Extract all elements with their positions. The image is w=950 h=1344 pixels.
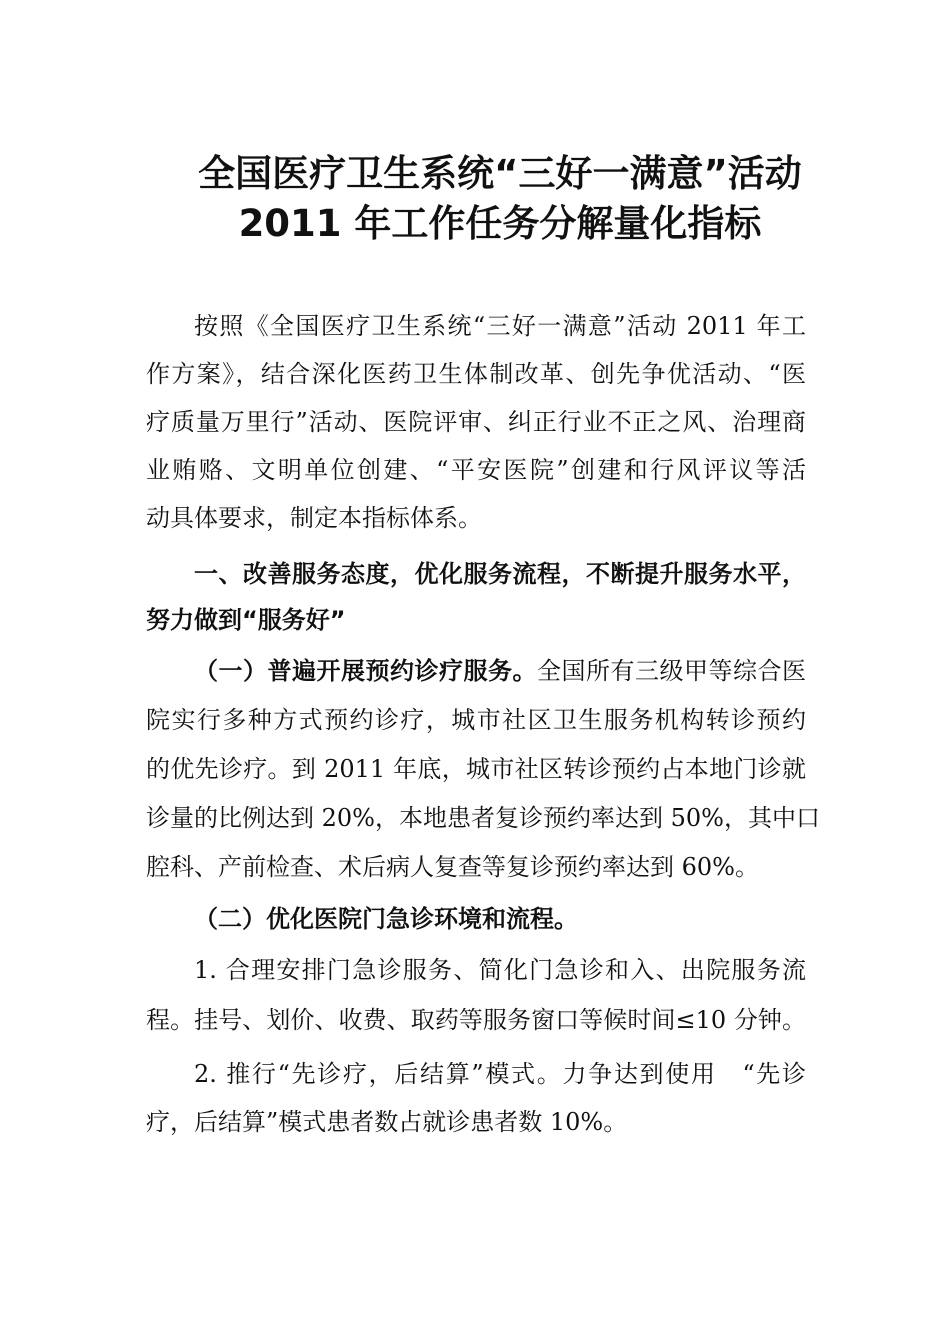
item-2-point-1-line-2: 程。挂号、划价、收费、取药等服务窗口等候时间≤10 分钟。 <box>146 1006 806 1034</box>
intro-line-5: 动具体要求，制定本指标体系。 <box>146 504 482 532</box>
item-2-point-1-line-1: 1. 合理安排门急诊服务、简化门急诊和入、出院服务流 <box>194 956 806 984</box>
document-title-line-2: 2011 年工作任务分解量化指标 <box>238 202 762 245</box>
item-1-line-3: 的优先诊疗。到 2011 年底，城市社区转诊预约占本地门诊就 <box>146 755 806 783</box>
section-1-heading-line-1: 一、改善服务态度，优化服务流程，不断提升服务水平， <box>194 560 806 588</box>
document-title-line-1: 全国医疗卫生系统“三好一满意”活动 <box>198 152 802 195</box>
item-1-first-line <box>194 654 806 688</box>
item-2-point-2-line-1: 2. 推行“先诊疗，后结算”模式。力争达到使用 “先诊 <box>194 1060 806 1088</box>
intro-line-4: 业贿赂、文明单位创建、“平安医院”创建和行风评议等活 <box>146 456 806 484</box>
item-1-first-line-text: 全国所有三级甲等综合医 <box>537 657 806 685</box>
intro-line-3: 疗质量万里行”活动、医院评审、纠正行业不正之风、治理商 <box>146 408 806 436</box>
intro-line-2: 作方案》，结合深化医药卫生体制改革、创先争优活动、“医 <box>146 360 806 388</box>
section-1-heading-line-2: 努力做到“服务好” <box>146 606 346 634</box>
item-1-heading: （一）普遍开展预约诊疗服务。 <box>194 657 537 685</box>
item-1-line-5: 腔科、产前检查、术后病人复查等复诊预约率达到 60%。 <box>146 853 759 881</box>
item-2-point-2-line-2: 疗，后结算”模式患者数占就诊患者数 10%。 <box>146 1108 628 1136</box>
item-1-line-4: 诊量的比例达到 20%，本地患者复诊预约率达到 50%，其中口 <box>146 804 820 832</box>
item-1-line-2: 院实行多种方式预约诊疗，城市社区卫生服务机构转诊预约 <box>146 706 806 734</box>
item-2-heading: （二）优化医院门急诊环境和流程。 <box>194 905 578 933</box>
intro-line-1: 按照《全国医疗卫生系统“三好一满意”活动 2011 年工 <box>194 312 806 340</box>
